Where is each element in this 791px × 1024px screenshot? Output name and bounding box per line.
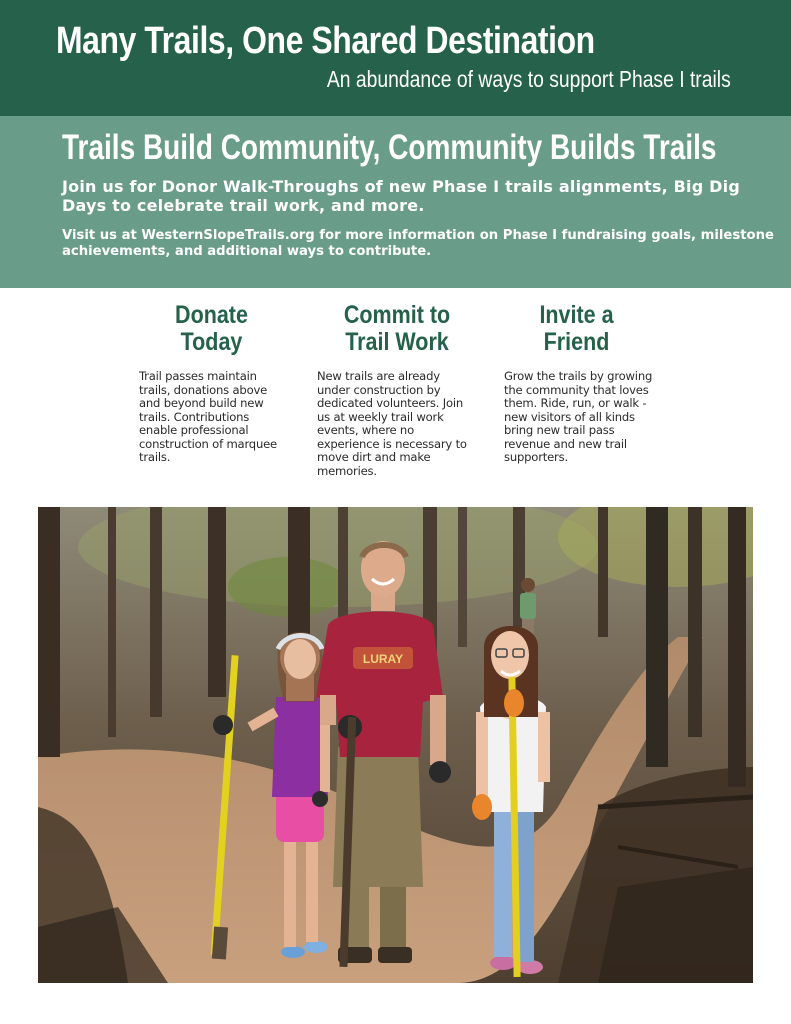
community-heading: Trails Build Community, Community Builds Trails	[62, 128, 717, 167]
column-donate	[139, 302, 287, 465]
column-body-invite: Grow the trails by growing the community that loves them. Ride, run, or walk - new visitors of all kinds bring new trail pass revenue and new trail supporters.	[504, 369, 653, 464]
page-title: Many Trails, One Shared Destination	[56, 20, 595, 62]
column-heading-donate: Donate Today	[175, 301, 248, 356]
column-trail-work	[317, 302, 467, 478]
trail-volunteers-photo	[38, 507, 753, 983]
community-intro: Join us for Donor Walk-Throughs of new Phase I trails alignments, Big Dig Days to celebrate trail work, and more.	[62, 177, 740, 215]
column-body-trail-work: New trails are already under construction by dedicated volunteers. Join us at weekly trail work events, where no experience is necessary to move dirt and make memories.	[317, 369, 467, 478]
column-body-donate: Trail passes maintain trails, donations above and beyond build new trails. Contributions enable professional construction of marquee trails.	[139, 369, 277, 464]
community-visit-text: Visit us at WesternSlopeTrails.org for more information on Phase I fundraising goals, milestone achievements, and additional ways to contribute.	[62, 228, 774, 259]
shirt-logo-text: LURAY	[362, 652, 404, 666]
page-subtitle: An abundance of ways to support Phase I trails	[327, 66, 731, 92]
column-invite	[504, 302, 654, 465]
column-heading-trail-work: Commit to Trail Work	[343, 301, 451, 356]
column-heading-invite: Invite a Friend	[539, 301, 614, 356]
